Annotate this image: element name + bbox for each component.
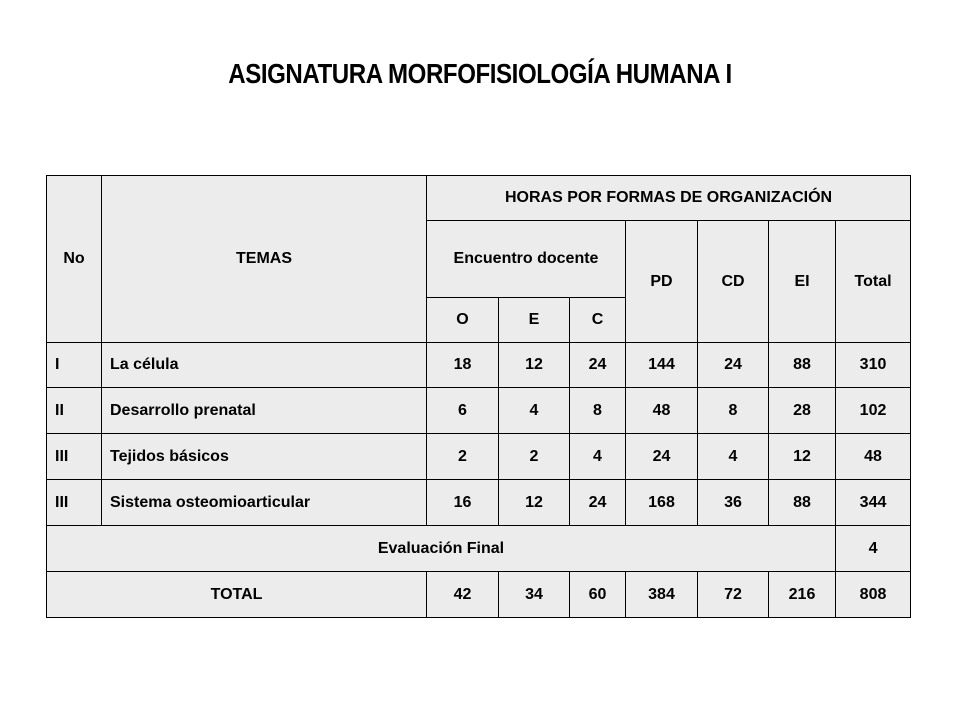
row-c: 24: [570, 480, 626, 526]
header-no: No: [47, 176, 102, 343]
row-pd: 48: [626, 388, 698, 434]
table-row: [47, 480, 911, 526]
totals-e: 34: [499, 572, 570, 618]
row-o: 16: [427, 480, 499, 526]
evaluation-row: [47, 526, 911, 572]
header-c: C: [570, 298, 626, 343]
row-e: 4: [499, 388, 570, 434]
totals-total: 808: [836, 572, 911, 618]
row-total: 102: [836, 388, 911, 434]
totals-label: TOTAL: [47, 572, 427, 618]
row-e: 12: [499, 343, 570, 388]
row-tema: La célula: [102, 343, 427, 388]
row-tema: Sistema osteomioarticular: [102, 480, 427, 526]
row-cd: 4: [698, 434, 769, 480]
row-ei: 88: [769, 480, 836, 526]
row-no: III: [47, 434, 102, 480]
row-o: 6: [427, 388, 499, 434]
row-e: 2: [499, 434, 570, 480]
table-row: [47, 434, 911, 480]
header-total: Total: [836, 221, 911, 343]
row-c: 8: [570, 388, 626, 434]
row-total: 310: [836, 343, 911, 388]
evaluation-label: Evaluación Final: [47, 526, 836, 572]
header-cd: CD: [698, 221, 769, 343]
evaluation-total: 4: [836, 526, 911, 572]
table-row: [47, 343, 911, 388]
hours-table: [46, 175, 911, 618]
row-no: II: [47, 388, 102, 434]
page-title: ASIGNATURA MORFOFISIOLOGÍA HUMANA I: [228, 58, 732, 89]
totals-ei: 216: [769, 572, 836, 618]
totals-cd: 72: [698, 572, 769, 618]
row-o: 18: [427, 343, 499, 388]
table-row: [47, 388, 911, 434]
row-o: 2: [427, 434, 499, 480]
row-cd: 8: [698, 388, 769, 434]
header-row-1: [47, 176, 911, 221]
row-total: 48: [836, 434, 911, 480]
row-pd: 24: [626, 434, 698, 480]
header-encuentro-docente: Encuentro docente: [427, 221, 626, 298]
header-pd: PD: [626, 221, 698, 343]
header-temas: TEMAS: [102, 176, 427, 343]
row-cd: 36: [698, 480, 769, 526]
row-tema: Desarrollo prenatal: [102, 388, 427, 434]
row-ei: 28: [769, 388, 836, 434]
row-pd: 168: [626, 480, 698, 526]
header-ei: EI: [769, 221, 836, 343]
totals-pd: 384: [626, 572, 698, 618]
row-ei: 88: [769, 343, 836, 388]
row-no: I: [47, 343, 102, 388]
row-no: III: [47, 480, 102, 526]
row-total: 344: [836, 480, 911, 526]
totals-row: [47, 572, 911, 618]
row-tema: Tejidos básicos: [102, 434, 427, 480]
header-e: E: [499, 298, 570, 343]
totals-c: 60: [570, 572, 626, 618]
row-e: 12: [499, 480, 570, 526]
row-ei: 12: [769, 434, 836, 480]
row-c: 4: [570, 434, 626, 480]
header-o: O: [427, 298, 499, 343]
row-cd: 24: [698, 343, 769, 388]
row-pd: 144: [626, 343, 698, 388]
header-hours-group: HORAS POR FORMAS DE ORGANIZACIÓN: [427, 176, 911, 221]
row-c: 24: [570, 343, 626, 388]
totals-o: 42: [427, 572, 499, 618]
